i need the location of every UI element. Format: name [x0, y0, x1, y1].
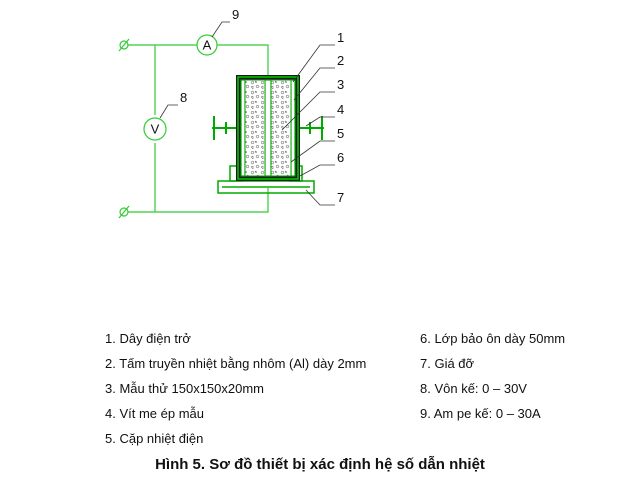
- voltmeter: [144, 118, 166, 140]
- callout-9: 9: [232, 7, 240, 22]
- legend-item-8: 8. Vôn kế: 0 – 30V: [420, 381, 527, 396]
- legend-item-6: 6. Lớp bảo ôn dày 50mm: [420, 331, 566, 346]
- callout-8: 8: [180, 90, 188, 105]
- legend-item-5: 5. Cặp nhiệt điện: [105, 431, 204, 446]
- voltmeter-symbol: V: [150, 121, 160, 137]
- ammeter: [197, 35, 217, 55]
- terminal-bottom: [119, 206, 129, 218]
- clamp-screw-right: [300, 116, 324, 140]
- callout-2: 2: [337, 53, 345, 68]
- legend-item-4: 4. Vít me ép mẫu: [105, 406, 204, 421]
- ammeter-symbol: A: [202, 37, 212, 53]
- callout-4: 4: [337, 102, 345, 117]
- callout-1: 1: [337, 30, 345, 45]
- legend-item-7: 7. Giá đỡ: [420, 356, 475, 371]
- legend-item-1: 1. Dây điện trở: [105, 331, 191, 346]
- figure-caption: Hình 5. Sơ đồ thiết bị xác định hệ số dẫn nhiệt: [155, 456, 485, 473]
- terminal-top: [119, 39, 129, 51]
- callout-6: 6: [337, 150, 345, 165]
- clamp-screw-left: [212, 116, 236, 140]
- legend-item-2: 2. Tấm truyền nhiệt bằng nhôm (Al) dày 2mm: [105, 356, 367, 371]
- callout-5: 5: [337, 126, 345, 141]
- legend-item-3: 3. Mẫu thử 150x150x20mm: [105, 381, 265, 396]
- legend-item-9: 9. Am pe kế: 0 – 30A: [420, 406, 541, 421]
- callout-3: 3: [337, 77, 345, 92]
- callout-7: 7: [337, 190, 345, 205]
